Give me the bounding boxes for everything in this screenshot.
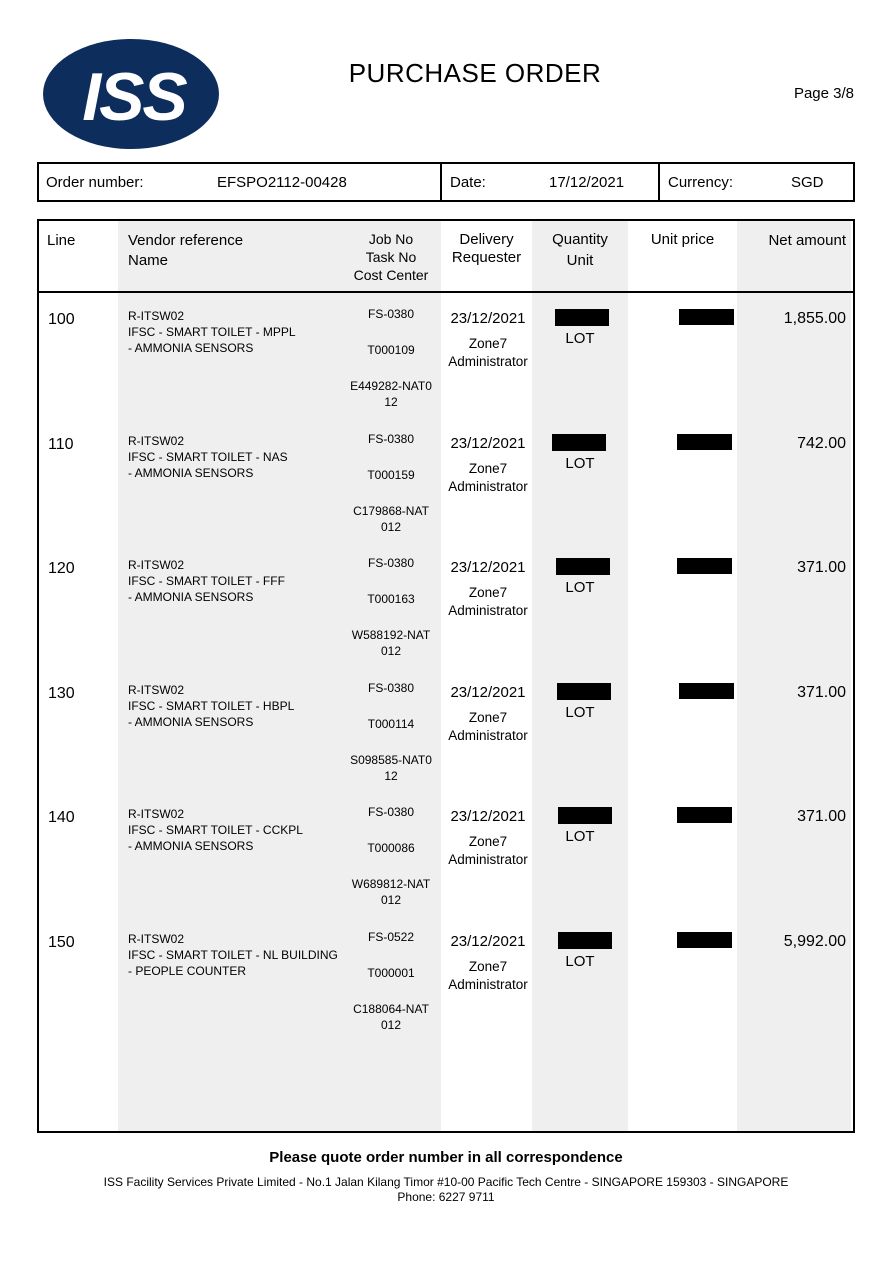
job-no: FS-0380 [367, 307, 415, 321]
task-no: T000086 [367, 841, 415, 855]
job-no: FS-0380 [367, 805, 415, 819]
quantity-redacted [555, 309, 609, 326]
col-header-net-amount: Net amount [768, 232, 846, 249]
net-amount: 371.00 [797, 683, 846, 701]
vendor-name: R-ITSW02 IFSC - SMART TOILET - NAS - AMMONIA SENSORS [128, 433, 288, 480]
delivery-date: 23/12/2021 [450, 932, 526, 950]
task-no: T000159 [367, 467, 415, 482]
quantity-redacted [552, 434, 606, 451]
date-value: 17/12/2021 [549, 173, 625, 191]
document-title: PURCHASE ORDER [348, 58, 602, 88]
job-no: FS-0522 [367, 929, 415, 944]
requester: Zone7 Administrator [448, 336, 528, 369]
footer-note: Please quote order number in all correspondence [269, 1149, 623, 1166]
line-number: 110 [48, 435, 74, 453]
job-no: FS-0380 [367, 680, 415, 695]
delivery-date: 23/12/2021 [450, 310, 526, 327]
date-label: Date: [450, 173, 486, 191]
company-address: ISS Facility Services Private Limited - No.1 Jalan Kilang Timor #10-00 Pacific Tech Centre - SINGAPORE 159303 - SINGAPORE [103, 1175, 789, 1189]
page-number: Page 3/8 [793, 85, 854, 102]
unit-price-redacted [677, 932, 732, 948]
col-header-vendor-ref: Vendor reference [128, 232, 244, 249]
table-row [39, 918, 853, 1042]
unit-price-redacted [677, 434, 732, 450]
task-no: T000163 [367, 592, 415, 606]
delivery-date: 23/12/2021 [450, 808, 526, 825]
job-no: FS-0380 [367, 431, 415, 446]
col-header-delivery: Delivery Requester [451, 231, 522, 266]
company-logo [42, 38, 220, 150]
net-amount: 742.00 [797, 434, 846, 452]
order-number-value: EFSPO2112-00428 [217, 173, 347, 191]
unit-price-redacted [679, 309, 734, 325]
cost-center: W689812-NAT 012 [351, 877, 431, 907]
col-header-quantity: Quantity Unit [552, 231, 608, 269]
cost-center: W588192-NAT 012 [351, 628, 431, 658]
requester: Zone7 Administrator [448, 709, 528, 743]
footer-address [0, 1175, 892, 1205]
vendor-name: R-ITSW02 IFSC - SMART TOILET - HBPL - AMMONIA SENSORS [128, 682, 295, 729]
requester: Zone7 Administrator [448, 958, 528, 992]
line-number: 130 [48, 684, 75, 702]
unit: LOT [565, 703, 595, 721]
order-info-box [37, 162, 855, 202]
unit: LOT [565, 952, 595, 970]
cost-center: E449282-NAT0 12 [350, 379, 432, 409]
line-number: 150 [48, 933, 75, 951]
table-row [39, 669, 853, 793]
cost-center: C188064-NAT 012 [353, 1001, 429, 1032]
unit-price-redacted [679, 683, 734, 699]
requester: Zone7 Administrator [448, 834, 528, 867]
table-row [39, 420, 853, 544]
unit: LOT [565, 454, 595, 472]
task-no: T000001 [367, 965, 415, 980]
net-amount: 371.00 [797, 559, 846, 576]
quantity-redacted [558, 932, 612, 949]
cost-center: C179868-NAT 012 [353, 503, 429, 534]
unit: LOT [565, 330, 595, 347]
net-amount: 5,992.00 [783, 932, 846, 950]
currency-value: SGD [791, 173, 824, 191]
company-phone: Phone: 6227 9711 [397, 1190, 495, 1204]
vendor-name: R-ITSW02 IFSC - SMART TOILET - CCKPL - AMMONIA SENSORS [128, 807, 303, 853]
line-number: 120 [48, 560, 75, 577]
cost-center: S098585-NAT0 12 [350, 752, 432, 783]
unit-price-redacted [677, 558, 732, 574]
order-lines-table [37, 219, 855, 1133]
table-row [39, 295, 853, 419]
col-header-name: Name [128, 252, 169, 269]
delivery-date: 23/12/2021 [450, 434, 526, 452]
unit-price-redacted [677, 807, 732, 823]
delivery-date: 23/12/2021 [450, 559, 526, 576]
quantity-redacted [558, 807, 612, 824]
vendor-name: R-ITSW02 IFSC - SMART TOILET - MPPL - AMMONIA SENSORS [128, 309, 296, 355]
col-header-line: Line [47, 232, 76, 249]
task-no: T000114 [367, 716, 415, 731]
net-amount: 371.00 [797, 808, 846, 825]
requester: Zone7 Administrator [448, 585, 528, 618]
order-number-label: Order number: [46, 173, 144, 191]
quantity-redacted [557, 683, 611, 700]
vendor-name: R-ITSW02 IFSC - SMART TOILET - FFF - AMMONIA SENSORS [128, 558, 285, 604]
currency-label: Currency: [668, 173, 734, 191]
line-number: 140 [48, 809, 75, 826]
job-no: FS-0380 [367, 556, 415, 570]
svg-text:ISS: ISS [82, 59, 186, 135]
col-header-unit-price: Unit price [650, 231, 715, 248]
col-header-job: Job No Task No Cost Center [353, 231, 429, 283]
unit: LOT [565, 828, 595, 845]
vendor-name: R-ITSW02 IFSC - SMART TOILET - NL BUILDING - PEOPLE COUNTER [128, 931, 338, 978]
unit: LOT [565, 579, 595, 596]
table-row [39, 793, 853, 917]
task-no: T000109 [367, 343, 415, 357]
net-amount: 1,855.00 [783, 310, 846, 327]
delivery-date: 23/12/2021 [450, 683, 526, 701]
quantity-redacted [556, 558, 610, 575]
table-row [39, 544, 853, 668]
requester: Zone7 Administrator [448, 460, 528, 494]
line-number: 100 [48, 311, 75, 328]
